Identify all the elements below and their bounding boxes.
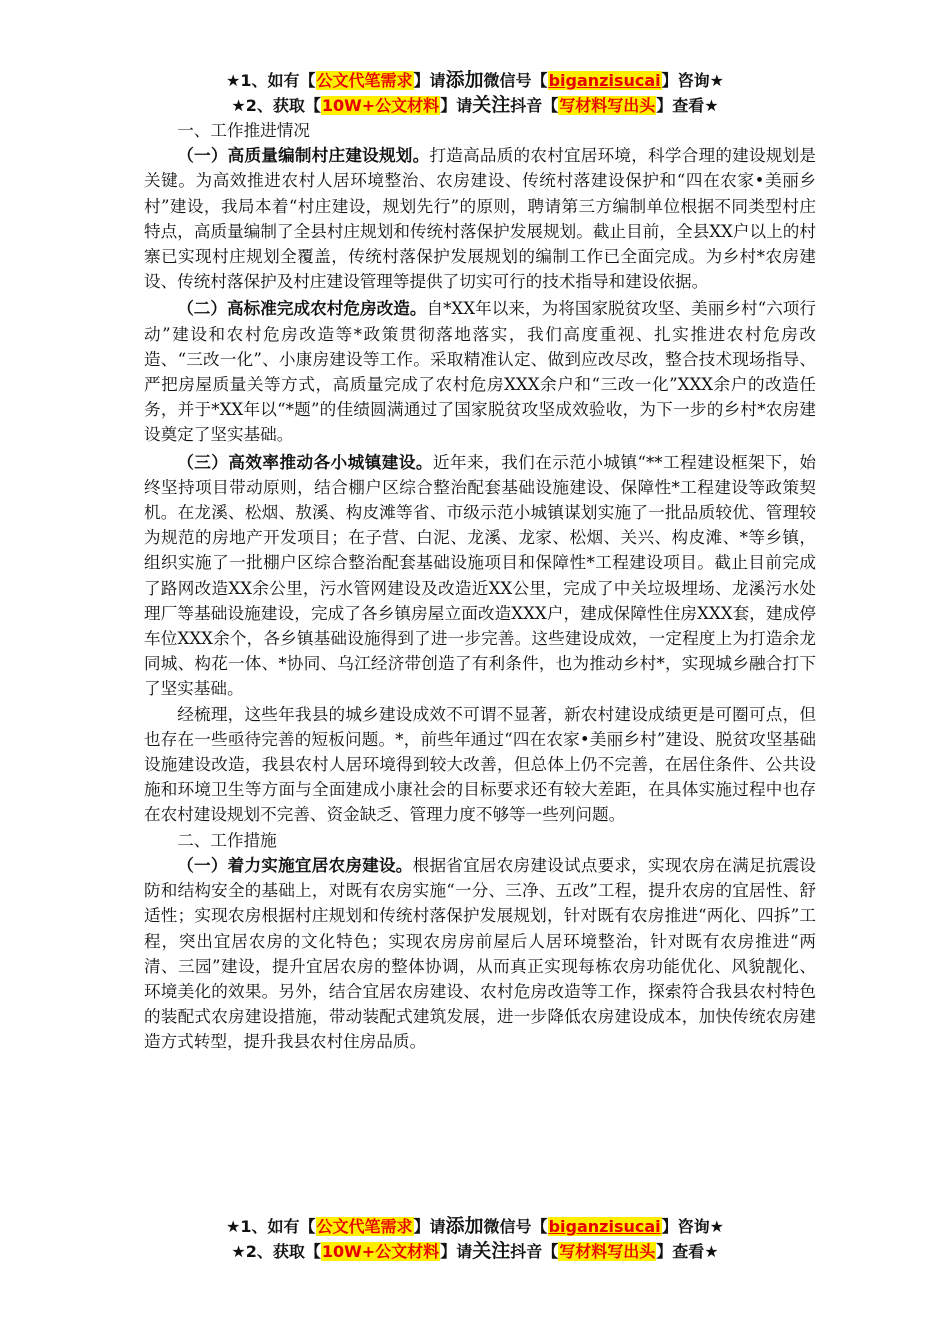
promo-highlight: 公文代笔需求 (316, 71, 413, 90)
promo-text: 】请 (440, 1242, 473, 1261)
paragraph-lead: （二）高标准完成农村危房改造。 (177, 298, 427, 319)
promo-douyin-id[interactable]: 写材料写出头 (559, 1242, 656, 1261)
paragraph-text: 近年来，我们在示范小城镇“**工程建设框架下，始终坚持项目带动原则，结合棚户区综合整治配套基础设施建设、保障性*工程建设等政策契机。在龙溪、松烟、敖溪、构皮滩等省、市级示范小城镇谋划实施了一批品质较优、管理较为规范的房地产开发项目；在子营、白泥、龙溪、龙家、松烟、关兴、构皮滩、*等乡镇，组织实施了一批棚户区综合整治配套基础设施项目和保障性*工程建设项目。截止目前完成了路网改造XX余公里，污水管网建设及改造近XX公里，完成了中关垃圾埋场、龙溪污水处理厂等基础设施建设，完成了各乡镇房屋立面改造XXX户，建成保障性住房XXX套，建成停车位XXX余个，各乡镇基础设施得到了进一步完善。这些建设成效，一定程度上为打造余龙同城、构花一体、*协同、乌江经济带创造了有利条件，也为推动乡村*，实现城乡融合打下了坚实基础。 (144, 452, 817, 699)
promo-emphasis: 添加 (445, 1215, 484, 1237)
paragraph-towns (144, 450, 816, 702)
promo-text: 】请 (413, 1217, 446, 1236)
paragraph-housing (144, 853, 816, 1055)
promo-line-2 (0, 1239, 950, 1264)
promo-line-1 (0, 1214, 950, 1239)
promo-emphasis: 添加 (445, 69, 484, 91)
promo-wechat-id[interactable]: biganzisucai (548, 71, 661, 90)
promo-text: ★1、如有【 (226, 1217, 316, 1236)
promo-text: 抖音【 (510, 1242, 559, 1261)
promo-line-2 (0, 93, 950, 118)
paragraph-renovation (144, 296, 816, 447)
document-body (144, 118, 816, 1055)
section-heading-2: 二、工作措施 (177, 830, 277, 850)
promo-text: 抖音【 (510, 96, 559, 115)
promo-text: ★2、获取【 (231, 1242, 321, 1261)
paragraph-planning (144, 143, 816, 294)
promo-wechat-id[interactable]: biganzisucai (548, 1217, 661, 1236)
section-heading-1: 一、工作推进情况 (177, 121, 310, 140)
paragraph-lead: （三）高效率推动各小城镇建设。 (177, 451, 433, 472)
promo-highlight: 10W+公文材料 (321, 1242, 440, 1261)
promo-text: 】查看★ (656, 1242, 719, 1261)
promo-highlight: 公文代笔需求 (316, 1217, 413, 1236)
promo-banner-top (0, 68, 950, 118)
paragraph-text: 自*XX年以来，为将国家脱贫攻坚、美丽乡村“六项行动”建设和农村危房改造等*政策贯彻落地落实，我们高度重视、扎实推进农村危房改造、“三改一化”、小康房建设等工作。采取精准认定、做到应改尽改，整合技术现场指导、严把房屋质量关等方式，高质量完成了农村危房XXX余户和“三改一化”XXX余户的改造任务，并于*XX年以“*题”的佳绩圆满通过了国家脱贫攻坚成效验收，为下一步的乡村*农房建设奠定了坚实基础。 (144, 299, 817, 445)
promo-emphasis: 关注 (472, 94, 511, 116)
paragraph-summary: 经梳理，这些年我县的城乡建设成效不可谓不显著，新农村建设成绩更是可圈可点，但也存在一些亟待完善的短板问题。*，前些年通过“四在农家•美丽乡村”建设、脱贫攻坚基础设施建设改造，我县农村人居环境得到较大改善，但总体上仍不完善，在居住条件、公共设施和环境卫生等方面与全面建成小康社会的目标要求还有较大差距，在具体实施过程中也存在农村建设规划不完善、资金缺乏、管理力度不够等一些列问题。 (144, 704, 816, 825)
promo-emphasis: 关注 (472, 1240, 511, 1262)
paragraph-lead: （一）着力实施宜居农房建设。 (177, 854, 413, 875)
promo-line-1 (0, 68, 950, 93)
promo-text: 微信号【 (483, 1217, 548, 1236)
promo-text: 】咨询★ (661, 1217, 724, 1236)
promo-highlight: 10W+公文材料 (321, 96, 440, 115)
promo-text: 】请 (440, 96, 473, 115)
promo-banner-bottom (0, 1214, 950, 1264)
paragraph-text: 打造高品质的农村宜居环境，科学合理的建设规划是关键。为高效推进农村人居环境整治、农房建设、传统村落建设保护和“四在农家•美丽乡村”建设，我局本着“村庄建设，规划先行”的原则，聘请第三方编制单位根据不同类型村庄特点，高质量编制了全县村庄规划和传统村落保护发展规划。截止目前，全县XX户以上的村寨已实现村庄规划全覆盖，传统村落保护发展规划的编制工作已全面完成。为乡村*农房建设、传统村落保护及村庄建设管理等提供了切实可行的技术指导和建设依据。 (144, 146, 816, 292)
promo-text: ★2、获取【 (231, 96, 321, 115)
promo-text: 】咨询★ (661, 71, 724, 90)
promo-douyin-id[interactable]: 写材料写出头 (559, 96, 656, 115)
promo-text: 】查看★ (656, 96, 719, 115)
promo-text: ★1、如有【 (226, 71, 316, 90)
promo-text: 微信号【 (483, 71, 548, 90)
paragraph-text: 根据省宜居农房建设试点要求，实现农房在满足抗震设防和结构安全的基础上，对既有农房实施“一分、三净、五改”工程，提升农房的宜居性、舒适性；实现农房根据村庄规划和传统村落保护发展规划，针对既有农房推进“两化、四拆”工程，突出宜居农房的文化特色；实现农房房前屋后人居环境整治，针对既有农房推进“两清、三园”建设，提升宜居农房的整体协调，从而真正实现每栋农房功能优化、风貌靓化、环境美化的效果。另外，结合宜居农房建设、农村危房改造等工作，探索符合我县农村特色的装配式农房建设措施，带动装配式建筑发展，进一步降低农房建设成本，加快传统农房建造方式转型，提升我县农村住房品质。 (144, 855, 817, 1052)
paragraph-lead: （一）高质量编制村庄建设规划。 (177, 145, 430, 166)
promo-text: 】请 (413, 71, 446, 90)
